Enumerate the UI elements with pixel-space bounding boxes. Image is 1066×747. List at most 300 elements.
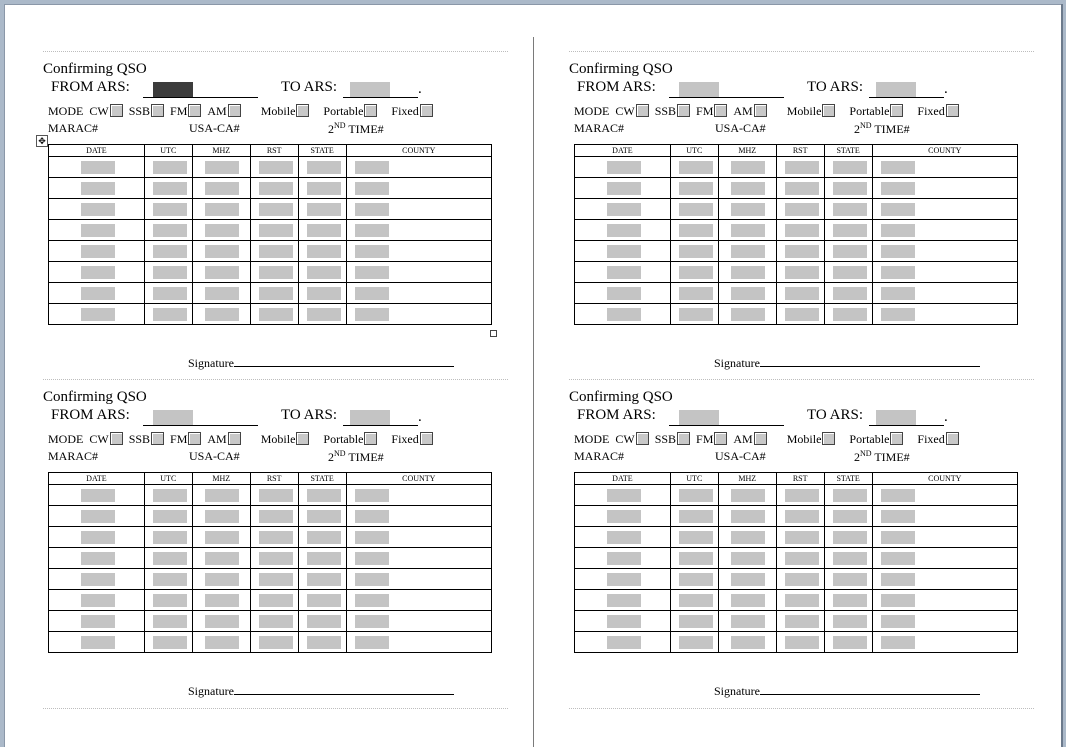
form-field-county[interactable] (355, 552, 389, 565)
station-portable-checkbox[interactable] (890, 432, 903, 445)
form-field-county[interactable] (881, 161, 915, 174)
form-field-date[interactable] (607, 203, 641, 216)
form-field-rst[interactable] (259, 287, 293, 300)
form-field-rst[interactable] (785, 552, 819, 565)
form-field-rst[interactable] (785, 245, 819, 258)
signature-line[interactable] (234, 356, 454, 367)
cell-rst (776, 283, 824, 304)
form-field-utc[interactable] (679, 224, 713, 237)
form-field-date[interactable] (81, 531, 115, 544)
form-field-state[interactable] (833, 182, 867, 195)
form-field-utc[interactable] (153, 636, 187, 649)
station-mobile-checkbox[interactable] (296, 432, 309, 445)
cell-state (824, 506, 872, 527)
table-row (575, 283, 1018, 304)
station-mobile-checkbox[interactable] (822, 104, 835, 117)
form-field-rst[interactable] (785, 161, 819, 174)
form-field-date[interactable] (607, 287, 641, 300)
station-fixed-checkbox[interactable] (946, 104, 959, 117)
station-portable-label: Portable (849, 104, 890, 118)
mode-ssb-checkbox[interactable] (151, 104, 164, 117)
table-row (575, 632, 1018, 653)
form-field-mhz[interactable] (731, 552, 765, 565)
form-field-county[interactable] (355, 573, 389, 586)
signature-line[interactable] (760, 356, 980, 367)
form-field-county[interactable] (355, 510, 389, 523)
form-field-rst[interactable] (785, 308, 819, 321)
form-field-utc[interactable] (679, 203, 713, 216)
station-fixed-checkbox[interactable] (420, 104, 433, 117)
form-field-utc[interactable] (679, 636, 713, 649)
cell-county (872, 527, 1017, 548)
form-field-mhz[interactable] (731, 636, 765, 649)
form-field-mhz[interactable] (205, 615, 239, 628)
cell-mhz (192, 485, 250, 506)
form-field-rst[interactable] (259, 203, 293, 216)
form-field-rst[interactable] (785, 287, 819, 300)
form-field-state[interactable] (307, 594, 341, 607)
cell-utc (670, 527, 718, 548)
form-field-rst[interactable] (785, 615, 819, 628)
form-field-state[interactable] (307, 287, 341, 300)
qso-card-top-left (43, 51, 508, 379)
cell-utc (670, 283, 718, 304)
form-field-date[interactable] (607, 615, 641, 628)
form-field-date[interactable] (607, 308, 641, 321)
form-field-state[interactable] (307, 245, 341, 258)
mode-ssb-label: SSB (128, 104, 151, 118)
station-mobile-checkbox[interactable] (822, 432, 835, 445)
form-field-mhz[interactable] (205, 224, 239, 237)
cell-utc (144, 611, 192, 632)
form-field-date[interactable] (81, 266, 115, 279)
station-fixed-checkbox[interactable] (946, 432, 959, 445)
form-field-state[interactable] (307, 489, 341, 502)
form-field-state[interactable] (833, 552, 867, 565)
form-field-state[interactable] (833, 203, 867, 216)
form-field-state[interactable] (833, 224, 867, 237)
mode-am-checkbox[interactable] (228, 104, 241, 117)
form-field-date[interactable] (607, 510, 641, 523)
form-field-county[interactable] (355, 161, 389, 174)
form-field-mhz[interactable] (731, 224, 765, 237)
form-field-county[interactable] (881, 510, 915, 523)
column-header-mhz: MHZ (192, 473, 250, 485)
form-field-county[interactable] (881, 615, 915, 628)
form-field-rst[interactable] (259, 573, 293, 586)
mode-ssb-checkbox[interactable] (151, 432, 164, 445)
form-field-rst[interactable] (259, 531, 293, 544)
cell-mhz (718, 590, 776, 611)
form-field-rst[interactable] (785, 203, 819, 216)
cell-state (298, 241, 346, 262)
form-field-utc[interactable] (679, 287, 713, 300)
form-field-utc[interactable] (679, 615, 713, 628)
form-field-state[interactable] (833, 636, 867, 649)
form-field-county[interactable] (355, 224, 389, 237)
cell-rst (776, 527, 824, 548)
form-field-utc[interactable] (153, 531, 187, 544)
form-field-rst[interactable] (785, 266, 819, 279)
form-field-state[interactable] (307, 636, 341, 649)
form-field-rst[interactable] (259, 552, 293, 565)
mode-cw-checkbox[interactable] (110, 432, 123, 445)
cell-rst (250, 304, 298, 325)
usa-ca-label: USA-CA# (715, 449, 766, 463)
column-header-mhz: MHZ (718, 145, 776, 157)
form-field-mhz[interactable] (731, 510, 765, 523)
form-field-date[interactable] (607, 573, 641, 586)
cell-mhz (192, 220, 250, 241)
mode-am-checkbox[interactable] (754, 432, 767, 445)
form-field-date[interactable] (607, 489, 641, 502)
form-field-utc[interactable] (679, 531, 713, 544)
mode-fm-checkbox[interactable] (714, 432, 727, 445)
form-field-rst[interactable] (259, 266, 293, 279)
form-field-county[interactable] (881, 594, 915, 607)
cell-date (49, 304, 145, 325)
station-portable-checkbox[interactable] (364, 432, 377, 445)
form-field-mhz[interactable] (731, 308, 765, 321)
from-ars-underline (669, 96, 784, 98)
form-field-utc[interactable] (679, 182, 713, 195)
form-field-mhz[interactable] (731, 594, 765, 607)
form-field-state[interactable] (833, 489, 867, 502)
form-field-date[interactable] (81, 203, 115, 216)
form-field-date[interactable] (607, 266, 641, 279)
form-field-utc[interactable] (153, 245, 187, 258)
form-field-date[interactable] (607, 224, 641, 237)
table-row (49, 569, 492, 590)
table-row (49, 506, 492, 527)
form-field-state[interactable] (307, 203, 341, 216)
table-row (575, 304, 1018, 325)
form-field-county[interactable] (881, 531, 915, 544)
form-field-mhz[interactable] (205, 182, 239, 195)
form-field-utc[interactable] (153, 552, 187, 565)
form-field-county[interactable] (881, 266, 915, 279)
form-field-rst[interactable] (259, 489, 293, 502)
mode-cw-checkbox[interactable] (636, 432, 649, 445)
form-field-county[interactable] (881, 552, 915, 565)
form-field-state[interactable] (307, 615, 341, 628)
form-field-rst[interactable] (259, 245, 293, 258)
form-field-county[interactable] (881, 182, 915, 195)
form-field-rst[interactable] (785, 182, 819, 195)
cell-rst (250, 611, 298, 632)
cell-utc (670, 548, 718, 569)
form-field-utc[interactable] (153, 615, 187, 628)
form-field-county[interactable] (881, 489, 915, 502)
form-field-county[interactable] (355, 287, 389, 300)
cell-utc (144, 157, 192, 178)
cell-date (49, 199, 145, 220)
form-field-rst[interactable] (259, 594, 293, 607)
mode-cw-label: CW (615, 104, 635, 118)
form-field-state[interactable] (833, 245, 867, 258)
form-field-county[interactable] (355, 615, 389, 628)
form-field-state[interactable] (833, 287, 867, 300)
form-field-mhz[interactable] (731, 266, 765, 279)
page-dotted-border (569, 708, 1034, 709)
form-field-rst[interactable] (785, 224, 819, 237)
form-field-utc[interactable] (153, 203, 187, 216)
form-field-county[interactable] (355, 245, 389, 258)
form-field-utc[interactable] (153, 594, 187, 607)
form-field-county[interactable] (881, 203, 915, 216)
cell-utc (670, 220, 718, 241)
form-field-mhz[interactable] (731, 615, 765, 628)
form-field-rst[interactable] (785, 594, 819, 607)
cell-county (346, 304, 491, 325)
form-field-mhz[interactable] (205, 308, 239, 321)
form-field-date[interactable] (607, 161, 641, 174)
form-field-state[interactable] (307, 182, 341, 195)
cell-county (346, 548, 491, 569)
usa-ca-label: USA-CA# (189, 121, 240, 135)
form-field-mhz[interactable] (205, 161, 239, 174)
column-header-utc: UTC (144, 145, 192, 157)
cell-utc (144, 304, 192, 325)
form-field-mhz[interactable] (205, 287, 239, 300)
form-field-utc[interactable] (679, 266, 713, 279)
table-row (575, 611, 1018, 632)
form-field-county[interactable] (355, 636, 389, 649)
form-field-mhz[interactable] (205, 552, 239, 565)
cell-date (49, 632, 145, 653)
form-field-mhz[interactable] (205, 510, 239, 523)
usa-ca-label: USA-CA# (189, 449, 240, 463)
form-field-county[interactable] (355, 489, 389, 502)
station-portable-checkbox[interactable] (890, 104, 903, 117)
table-row (575, 199, 1018, 220)
form-field-county[interactable] (355, 266, 389, 279)
station-mobile-checkbox[interactable] (296, 104, 309, 117)
table-row (49, 283, 492, 304)
form-field-county[interactable] (881, 245, 915, 258)
mode-fm-checkbox[interactable] (714, 104, 727, 117)
form-field-date[interactable] (81, 308, 115, 321)
form-field-mhz[interactable] (205, 594, 239, 607)
form-field-rst[interactable] (785, 636, 819, 649)
cell-county (872, 590, 1017, 611)
table-row (575, 262, 1018, 283)
form-field-state[interactable] (833, 161, 867, 174)
form-field-date[interactable] (81, 489, 115, 502)
form-field-utc[interactable] (679, 573, 713, 586)
form-field-mhz[interactable] (731, 203, 765, 216)
form-field-county[interactable] (881, 287, 915, 300)
card-title: Confirming QSO (569, 389, 673, 405)
cell-county (872, 611, 1017, 632)
form-field-rst[interactable] (785, 531, 819, 544)
form-field-mhz[interactable] (205, 636, 239, 649)
form-field-state[interactable] (307, 161, 341, 174)
form-field-county[interactable] (881, 308, 915, 321)
mode-am-checkbox[interactable] (228, 432, 241, 445)
mode-cw-checkbox[interactable] (636, 104, 649, 117)
cell-county (872, 220, 1017, 241)
station-fixed-checkbox[interactable] (420, 432, 433, 445)
form-field-mhz[interactable] (731, 531, 765, 544)
form-field-date[interactable] (607, 552, 641, 565)
form-field-date[interactable] (81, 161, 115, 174)
form-field-state[interactable] (833, 308, 867, 321)
form-field-utc[interactable] (679, 594, 713, 607)
form-field-utc[interactable] (153, 161, 187, 174)
form-field-utc[interactable] (153, 182, 187, 195)
form-field-county[interactable] (355, 203, 389, 216)
form-field-utc[interactable] (153, 224, 187, 237)
form-field-utc[interactable] (153, 287, 187, 300)
form-field-state[interactable] (833, 615, 867, 628)
marac-label: MARAC# (48, 121, 99, 135)
column-header-county: COUNTY (872, 473, 1017, 485)
form-field-county[interactable] (355, 531, 389, 544)
form-field-date[interactable] (81, 182, 115, 195)
table-resize-handle[interactable] (490, 330, 497, 337)
form-field-rst[interactable] (785, 573, 819, 586)
mode-ssb-checkbox[interactable] (677, 432, 690, 445)
form-field-date[interactable] (81, 224, 115, 237)
form-field-utc[interactable] (153, 573, 187, 586)
form-field-mhz[interactable] (205, 573, 239, 586)
form-field-mhz[interactable] (731, 161, 765, 174)
form-field-date[interactable] (607, 182, 641, 195)
form-field-date[interactable] (607, 594, 641, 607)
form-field-date[interactable] (81, 287, 115, 300)
station-portable-checkbox[interactable] (364, 104, 377, 117)
form-field-utc[interactable] (153, 489, 187, 502)
form-field-date[interactable] (81, 510, 115, 523)
from-ars-underline (143, 424, 258, 426)
cell-utc (670, 304, 718, 325)
form-field-date[interactable] (81, 552, 115, 565)
form-field-county[interactable] (881, 573, 915, 586)
form-field-utc[interactable] (679, 552, 713, 565)
form-field-rst[interactable] (259, 308, 293, 321)
form-field-state[interactable] (307, 531, 341, 544)
form-field-utc[interactable] (679, 161, 713, 174)
signature-line[interactable] (234, 684, 454, 695)
form-field-rst[interactable] (259, 510, 293, 523)
column-header-state: STATE (824, 473, 872, 485)
form-field-state[interactable] (307, 552, 341, 565)
qso-log-table (574, 472, 1018, 653)
form-field-mhz[interactable] (731, 489, 765, 502)
form-field-rst[interactable] (259, 161, 293, 174)
card-dotted-border (569, 379, 1034, 380)
form-field-mhz[interactable] (205, 245, 239, 258)
form-field-date[interactable] (81, 594, 115, 607)
form-field-rst[interactable] (259, 636, 293, 649)
form-field-county[interactable] (355, 182, 389, 195)
form-field-utc[interactable] (153, 308, 187, 321)
form-field-state[interactable] (833, 266, 867, 279)
form-field-state[interactable] (307, 573, 341, 586)
cell-rst (776, 220, 824, 241)
form-field-mhz[interactable] (205, 531, 239, 544)
form-field-rst[interactable] (259, 615, 293, 628)
form-field-utc[interactable] (679, 510, 713, 523)
form-field-utc[interactable] (679, 308, 713, 321)
form-field-utc[interactable] (679, 489, 713, 502)
form-field-rst[interactable] (785, 489, 819, 502)
cell-state (824, 590, 872, 611)
column-header-rst: RST (250, 473, 298, 485)
form-field-county[interactable] (355, 594, 389, 607)
form-field-utc[interactable] (153, 266, 187, 279)
form-field-state[interactable] (833, 510, 867, 523)
form-field-date[interactable] (607, 245, 641, 258)
form-field-date[interactable] (81, 615, 115, 628)
mode-cw-checkbox[interactable] (110, 104, 123, 117)
form-field-mhz[interactable] (731, 245, 765, 258)
mode-am-checkbox[interactable] (754, 104, 767, 117)
cell-state (298, 506, 346, 527)
form-field-state[interactable] (307, 308, 341, 321)
form-field-date[interactable] (81, 636, 115, 649)
form-field-mhz[interactable] (205, 489, 239, 502)
table-move-handle-icon[interactable]: ✥ (36, 135, 48, 147)
cell-utc (144, 262, 192, 283)
cell-mhz (192, 178, 250, 199)
form-field-date[interactable] (81, 245, 115, 258)
form-field-state[interactable] (307, 224, 341, 237)
column-header-mhz: MHZ (192, 145, 250, 157)
to-ars-period: . (418, 81, 422, 97)
cell-county (872, 157, 1017, 178)
form-field-rst[interactable] (259, 182, 293, 195)
form-field-state[interactable] (833, 594, 867, 607)
form-field-utc[interactable] (153, 510, 187, 523)
second-time-label (328, 449, 384, 465)
cell-mhz (192, 569, 250, 590)
mode-am-label: AM (207, 432, 227, 446)
form-field-mhz[interactable] (205, 266, 239, 279)
form-field-mhz[interactable] (731, 182, 765, 195)
form-field-mhz[interactable] (205, 203, 239, 216)
mode-fm-checkbox[interactable] (188, 104, 201, 117)
form-field-date[interactable] (607, 636, 641, 649)
cell-state (824, 157, 872, 178)
form-field-utc[interactable] (679, 245, 713, 258)
mode-fm-checkbox[interactable] (188, 432, 201, 445)
form-field-county[interactable] (355, 308, 389, 321)
form-field-county[interactable] (881, 224, 915, 237)
second-suffix: TIME# (871, 450, 910, 464)
cell-mhz (718, 199, 776, 220)
form-field-state[interactable] (833, 531, 867, 544)
form-field-date[interactable] (607, 531, 641, 544)
cell-rst (250, 632, 298, 653)
form-field-state[interactable] (307, 266, 341, 279)
form-field-state[interactable] (833, 573, 867, 586)
mode-ssb-checkbox[interactable] (677, 104, 690, 117)
form-field-county[interactable] (881, 636, 915, 649)
form-field-rst[interactable] (785, 510, 819, 523)
cell-mhz (718, 220, 776, 241)
form-field-rst[interactable] (259, 224, 293, 237)
form-field-mhz[interactable] (731, 573, 765, 586)
form-field-state[interactable] (307, 510, 341, 523)
signature-line[interactable] (760, 684, 980, 695)
second-sup: ND (334, 449, 346, 458)
cell-county (872, 548, 1017, 569)
form-field-mhz[interactable] (731, 287, 765, 300)
form-field-date[interactable] (81, 573, 115, 586)
second-suffix: TIME# (345, 122, 384, 136)
